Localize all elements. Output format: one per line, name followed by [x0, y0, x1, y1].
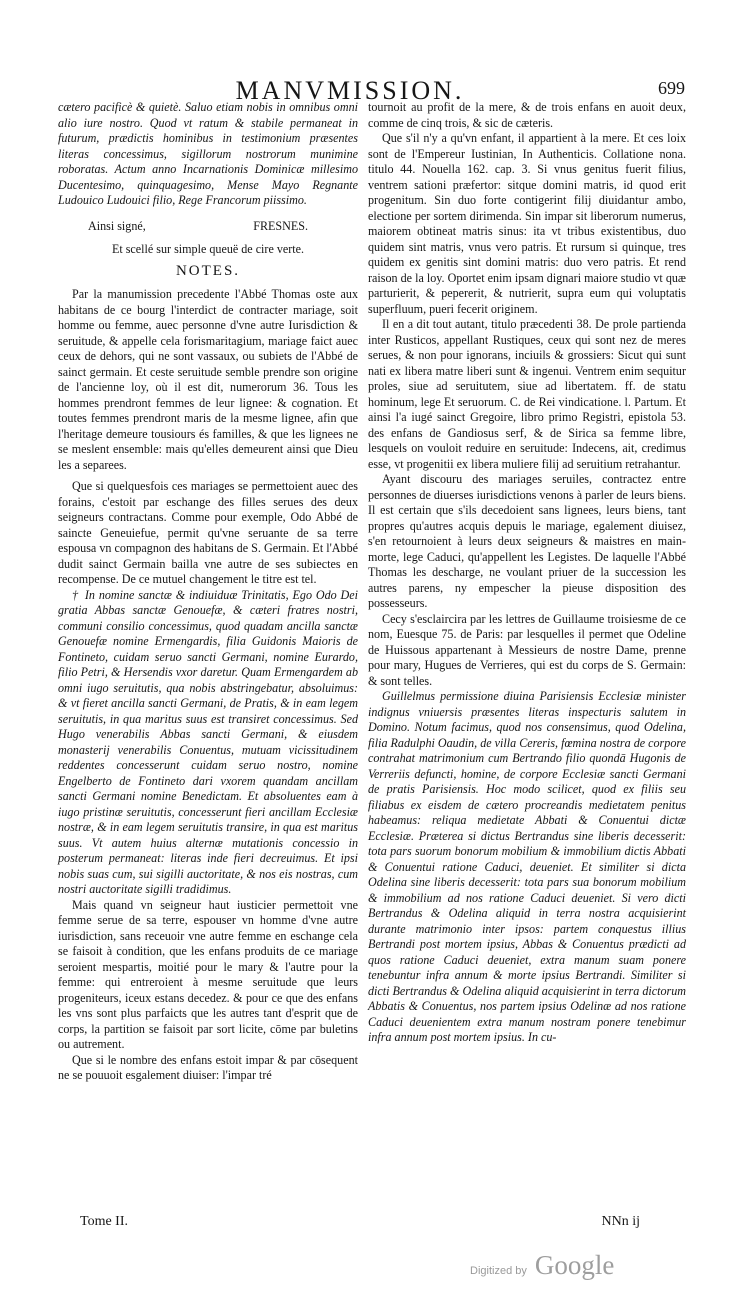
signature-label: Ainsi signé, [88, 218, 146, 233]
right-paragraph-4: Ayant discouru des mariages seruiles, contractez entre personnes de diuerses iurisdictions venons à parler de leurs biens. Il est certain que s'ils decedoient sans lignees, leurs biens, tant propres qu'autres acquis depuis le mariage, egalement diuisez, s'en retournoient à leurs deux seigneurs & maistres en main-morte, lege Caduci, qu'appellent les Legistes. De laquelle l'Abbé Thomas les descharge, ne voulant priuer de la succession les autres parens, ny empescher la pieuse disposition des possesseurs. [368, 472, 686, 610]
dagger-mark: † [72, 587, 79, 602]
notes-paragraph-1: Par la manumission precedente l'Abbé Thomas oste aux habitans de ce bourg l'interdict de contracter mariage, soit homme ou femme, auec personne d'vne autre Iurisdiction & seruitude, & appelle cela forismaritagium, mariage faict auec ceux de dehors, qui ne sont vassaux, ou subiets de l'Abbé de sainct germain. Et ceste seruitude semble prendre son origine de l'ancienne loy, où il est dit, numerorum 36. Tous les hommes prendront femmes de leur lignee: & cognation. Et toutes femmes prendront maris de la mesme lignee, afin que l'heritage demeure tousiours és familles, & que les lignees ne se meslent ensemble: mais qu'elles demeurent ainsi que Dieu les a separees. [58, 287, 358, 472]
digitization-watermark [470, 1250, 614, 1281]
seal-note: Et scellé sur simple queuë de cire verte. [111, 242, 305, 256]
notes-paragraph-3: Mais quand vn seigneur haut iusticier permettoit vne femme serue de sa terre, espouser vn homme d'vne autre iurisdiction, sans receuoir vne autre femme en eschange cela se faisoit à condition, que les enfans produits de ce mariage seroient mespartis, moitié pour le mary & l'autre pour la femme: qui entreroient à mesme seruitude que leurs progeniteurs, iceux estans decedez. & pour ce que des enfans les vns sont plus parfaicts que les autres tant d'esprit que de corps, la partition se faisoit par sort licite, cōme par buletins ou autrement. [58, 897, 358, 1051]
notes-paragraph-4: Que si le nombre des enfans estoit impar & par cōsequent ne se pouuoit esgalement diuiser: l'impar tré [58, 1052, 358, 1082]
charter-closing-latin: cætero pacificè & quietè. Saluo etiam nobis in omnibus omni alio iure nostro. Quod vt ratum & stabile permaneat in futurum, prædictis hominibus in testimonium præsentes literas concessimus, sigillorum nostrorum munimine roboratas. Actum anno Incarnationis Dominicæ millesimo Ducentesimo, quinquagesimo, Mense Mayo Regnante Ludouico Ludouici filio, Rege Francorum piissimo. [58, 100, 358, 207]
charter-guillelmus: Guillelmus permissione diuina Parisiensis Ecclesiæ minister indignus vniuersis præsentes literas inspecturis salutem in Domino. Notum facimus, quod nos consensimus, quod Odelina, filia Radulphi Oaudin, de villa Cereris, fœmina nostra de corpore contrahat matrimonium cum Bertrando filio quondā Hugonis de Verreriis defuncti, homine, de corpore Ecclesiæ sancti Germani de pratis Parisiensis. Hoc modo scilicet, quod ex filiis seu filiabus ex eisdem de cætero procreandis medietatem penitus habeamus: reliqua medietate Abbati & Conuentui dictæ Ecclesiæ. Præterea si dictus Bertrandus sine liberis decesserit: tota pars suorum bonorum mobilium & immobilium dictis Abbati & Conuentui ratione Caduci, deueniet. Et similiter si dicta Odelina sine liberis decesserit: tota pars sua bonorum mobilium & immobilium ad nos ratione Caduci deueniet. Si vero dicti Bertrandus & Odelina aliquid in terra nostra acquisierint durante matrimonio inter ipsos: partem conquestus illius Bertrandi post mortem ipsius, Abbas & Conuentus prædicti ad quos ratione Caduci deueniet, extra manum suam ponere tenebuntur infra annum & morte ipsius Bertrandi. Similiter si dicti Bertrandus & Odelina aliquid acquisierint in terra dictorum Abbatis & Conuentus, nos partem ipsius Odelinæ ad nos ratione Caduci deuenientem extra manum nostram ponere tenebimur infra annum post mortem ipsius. In cu- [368, 689, 686, 1044]
charter-genovefa [58, 588, 358, 898]
signature-mark: NNn ij [601, 1214, 640, 1229]
signature-line [88, 219, 308, 235]
right-paragraph-1: tournoit au profit de la mere, & de trois enfans en auoit deux, comme de cinq trois, & sic de cæteris. [368, 100, 686, 130]
right-paragraph-3: Il en a dit tout autant, titulo præcedenti 38. De prole partienda inter Rusticos, appellant Rustiques, ceux qui sont nez de meres serues, & non pour ignorans, inciuils & grossiers: Sicut qui sunt nati ex libera matre liberi sunt & ingenui. Ventrem enim sequitur proles, siue ad seruitutem, siue ad libertatem. ff. de statu hominum, lege Et seruorum. C. de Rei vindicatione. l. Partum. Et ainsi l'a iugé sainct Gregoire, libro primo Registri, epistola 53. des enfans de Gandiosus serf, & de Sirica sa femme libre, lesquels on vouloit reduire en seruitude: Indecens, ait, credimus esse, vt progenitii ex libera muliere filij ad seruitium retrahantur. [368, 317, 686, 471]
right-paragraph-2: Que s'il n'y a qu'vn enfant, il appartient à la mere. Et ces loix sont de l'Empereur Iustinian, In Authenticis. Collatione nona. titulo 44. Nouella 162. cap. 3. Si vnus genitus fuerit filius, ventrem sationi præfertor: sitque domini matris, id quod erit progenitum. Sin duo forte contigerint filij diuidantur ambo, electione per sortem dirimenda. Sin impar sit liberorum numerus, maiorem obtineat matris sinus: ita vt tribus existentibus, duo quidem sint matris, vnus vero patris. Et rursum si quinque, tres quidem ex genitis sint domini matris: duo vero patris. Et rend raison de la loy. Oportet enim ipsam dignari maiore studio vt quæ parturierit, & pepererit, & nutrierit, supra eum qui voluptatis superfluum, pueri fecerit originem. [368, 131, 686, 316]
charter-genovefa-text: In nomine sanctæ & indiuiduæ Trinitatis, Ego Odo Dei gratia Abbas sanctæ Genouefæ, & cæteri fratres nostri, communi consilio concessimus, quod quadam ancilla sanctæ Genouefæ nomine Ermengardis, filia Guidonis Maioris de Fontineto, cuidam seruo sancti Germani, nomine Eurardo, filio Petri, & Hersendis vxor daretur. Quam Ermengardem ab omni iugo seruitutis, qua nobis abstringebatur, absoluimus: & vt fieret ancilla sancti Germani, de Pratis, & in eam legem seruitutis, in qua maritus suus est transiret concessimus. Sed Hugo venerabilis Abbas sancti Germani, & eiusdem monasterij venerabilis Conuentus, mutuam vicissitudinem reddentes concesserunt cuidam seruo nostro, nomine Engelberto de Fontineto dari vxorem quandam ancillam sancti Germani nomine Benedictam. Et absoluentes eam à iugo pristinæ seruitutis, concesserunt fieri ancillam Ecclesiæ nostræ, & in eam legem seruitutis transire, in qua est maritus suus. Vt autem huius alternæ mutationis concessio in posterum permaneat: literas inde fieri decreuimus. Et ipsi nobis suas cum, sui sigilli auctoritate, & nos eis nostras, cum nostri auctoritate sigilli tradidimus. [58, 587, 359, 896]
digitized-by-text: Digitized by [470, 1265, 527, 1277]
right-column [368, 100, 686, 1046]
notes-heading: NOTES. [175, 262, 241, 279]
notes-paragraph-2: Que si quelquesfois ces mariages se permettoient auec des forains, c'estoit par eschange des filles serues des deux seigneurs contractans. Comme pour exemple, Odo Abbé de saincte Geneuiefue, permit qu'vne seruante de sa terre espousa vn compagnon des habitans de S. Germain. Et l'Abbé dudit sainct Germain bailla vne autre de ses subiectes en recompense. De ce mutuel changement le titre est tel. [58, 479, 358, 586]
google-logo: Google [534, 1250, 615, 1280]
page-number: 699 [658, 78, 685, 98]
signatory-name: FRESNES. [253, 218, 308, 233]
volume-label: Tome II. [80, 1214, 129, 1229]
running-title: MANVMISSION. [235, 76, 465, 105]
right-paragraph-5: Cecy s'esclaircira par les lettres de Guillaume troisiesme de ce nom, Euesque 75. de Paris: par lesquelles il permet que Odeline de Huissous appartenant à Messieurs de nostre Dame, prenne pour mary, Hugues de Verrieres, qui est du corps de S. Germain: & sont telles. [368, 611, 686, 688]
left-column [58, 100, 358, 1084]
